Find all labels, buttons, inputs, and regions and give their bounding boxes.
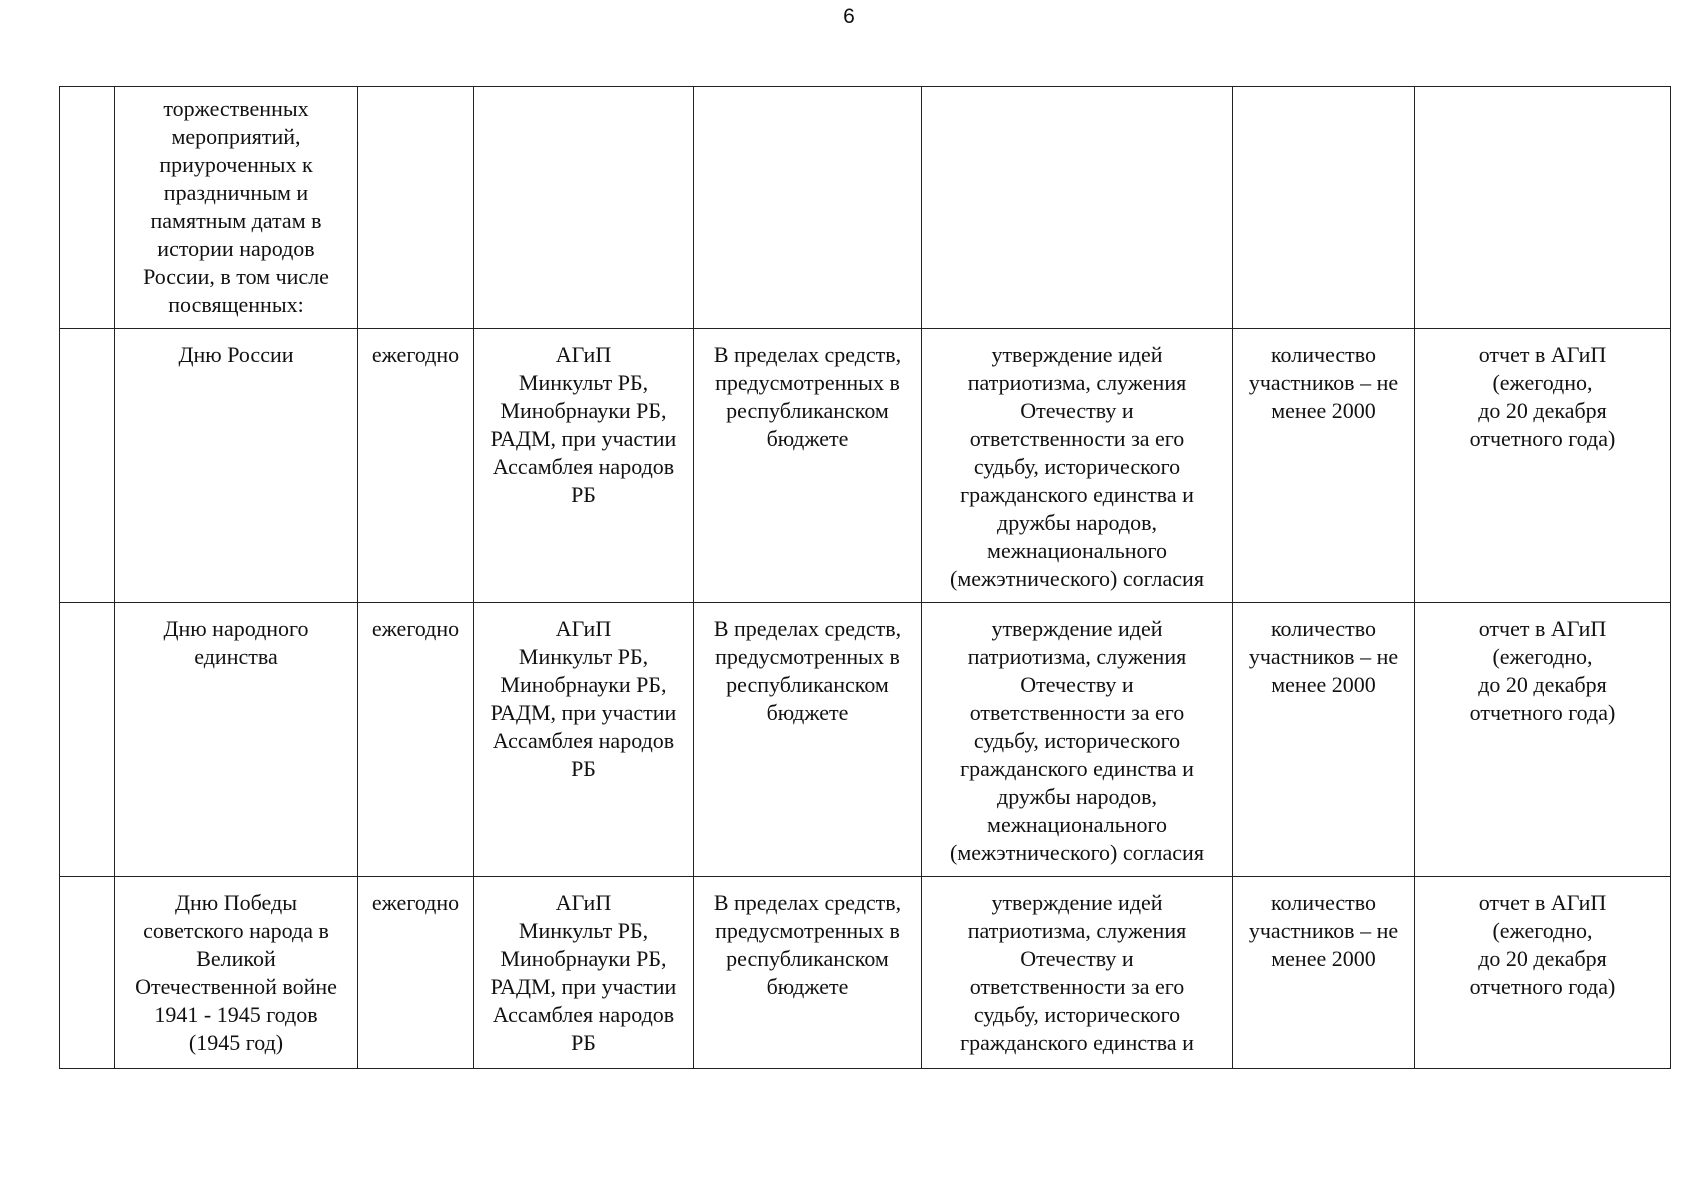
cell-expected-result: утверждение идей патриотизма, служения Отечеству и ответственности за его судьбу, исторического гражданского единства и [922,877,1233,1069]
cell-executors: АГиП Минкульт РБ, Минобрнауки РБ, РАДМ, при участии Ассамблея народов РБ [474,603,694,877]
plan-table [59,86,1671,1069]
cell-funding: В пределах средств, предусмотренных в республиканском бюджете [694,329,922,603]
table-row [60,603,1671,877]
cell-number [60,877,115,1069]
cell-indicator: количество участников – не менее 2000 [1233,329,1415,603]
table-row [60,877,1671,1069]
cell-number [60,603,115,877]
cell-executors: АГиП Минкульт РБ, Минобрнауки РБ, РАДМ, при участии Ассамблея народов РБ [474,329,694,603]
cell-executors: АГиП Минкульт РБ, Минобрнауки РБ, РАДМ, при участии Ассамблея народов РБ [474,877,694,1069]
cell-number [60,329,115,603]
cell-report: отчет в АГиП (ежегодно, до 20 декабря отчетного года) [1415,877,1671,1069]
page-number: 6 [843,5,855,28]
cell-term: ежегодно [358,603,474,877]
cell-indicator: количество участников – не менее 2000 [1233,877,1415,1069]
cell-report: отчет в АГиП (ежегодно, до 20 декабря отчетного года) [1415,329,1671,603]
cell-funding: В пределах средств, предусмотренных в республиканском бюджете [694,603,922,877]
cell-expected-result [922,87,1233,329]
cell-expected-result: утверждение идей патриотизма, служения Отечеству и ответственности за его судьбу, исторического гражданского единства и дружбы народов, межнационального (межэтнического) согласия [922,329,1233,603]
table-row [60,87,1671,329]
cell-event-name: Дню народного единства [115,603,358,877]
cell-term: ежегодно [358,329,474,603]
cell-expected-result: утверждение идей патриотизма, служения Отечеству и ответственности за его судьбу, исторического гражданского единства и дружбы народов, межнационального (межэтнического) согласия [922,603,1233,877]
cell-funding [694,87,922,329]
cell-funding: В пределах средств, предусмотренных в республиканском бюджете [694,877,922,1069]
cell-event-name: Дню Победы советского народа в Великой Отечественной войне 1941 - 1945 годов (1945 год) [115,877,358,1069]
table-row [60,329,1671,603]
cell-report: отчет в АГиП (ежегодно, до 20 декабря отчетного года) [1415,603,1671,877]
cell-term: ежегодно [358,877,474,1069]
cell-indicator: количество участников – не менее 2000 [1233,603,1415,877]
cell-event-name: торжественных мероприятий, приуроченных к праздничным и памятным датам в истории народов России, в том числе посвященных: [115,87,358,329]
cell-number [60,87,115,329]
cell-term [358,87,474,329]
cell-event-name: Дню России [115,329,358,603]
cell-report [1415,87,1671,329]
cell-executors [474,87,694,329]
cell-indicator [1233,87,1415,329]
